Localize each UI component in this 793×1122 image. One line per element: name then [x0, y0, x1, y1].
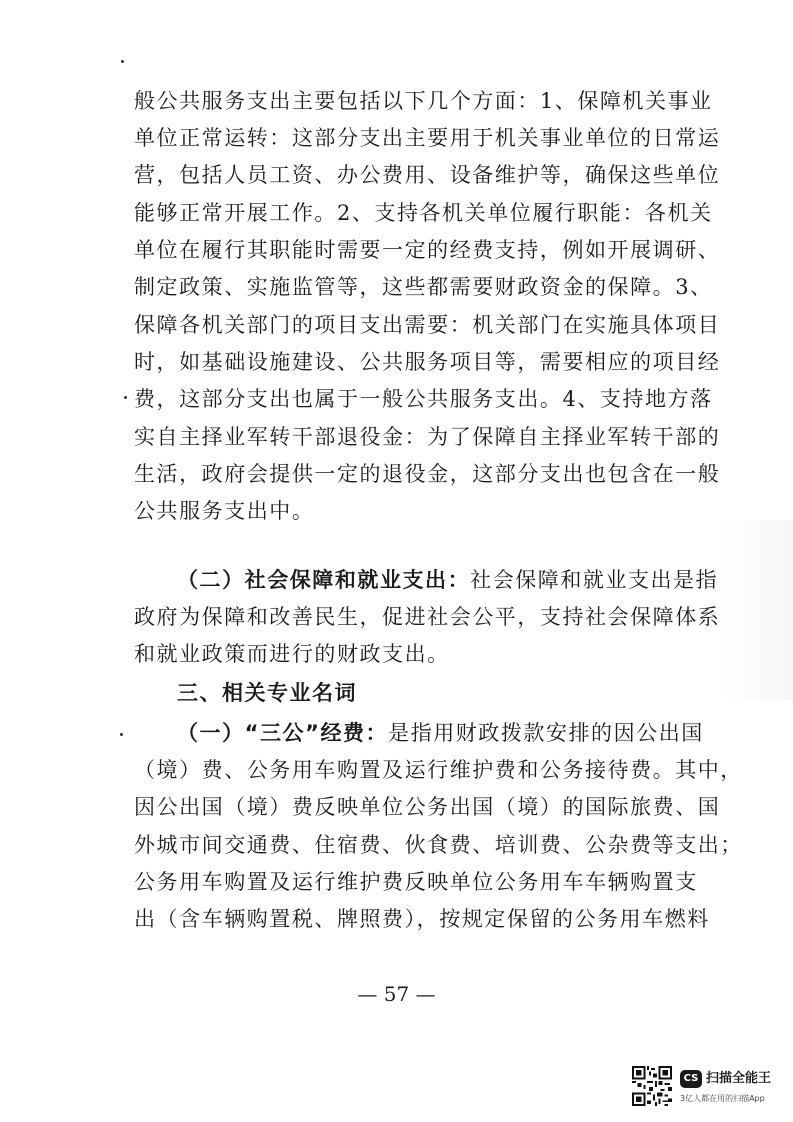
section-3-lead-text: 是指用财政拨款安排的因公出国 [388, 721, 704, 745]
section-2-title: （二）社会保障和就业支出： [177, 568, 471, 592]
body-line: 单位在履行其职能时需要一定的经费支持，例如开展调研、 [134, 238, 721, 262]
page-number: — 57 — [357, 982, 436, 1006]
body-line: 单位正常运转：这部分支出主要用于机关事业单位的日常运 [134, 126, 721, 150]
scanner-watermark [632, 1066, 782, 1110]
body-line: 制定政策、实施监管等，这些都需要财政资金的保障。3、 [134, 275, 713, 299]
body-line: 般公共服务支出主要包括以下几个方面：1、保障机关事业 [134, 89, 713, 113]
body-line: 公共服务支出中。 [134, 499, 315, 523]
body-line: 生活，政府会提供一定的退役金，这部分支出也包含在一般 [134, 462, 721, 486]
body-line: 实自主择业军转干部退役金：为了保障自主择业军转干部的 [134, 425, 721, 449]
section-3-line: 公务用车购置及运行维护费反映单位公务用车车辆购置支 [134, 870, 698, 894]
section-2-line: 和就业政策而进行的财政支出。 [134, 642, 450, 666]
body-line: 营，包括人员工资、办公费用、设备维护等，确保这些单位 [134, 163, 721, 187]
watermark-brand: 扫描全能王 [706, 1071, 772, 1086]
watermark-tagline: 3亿人都在用的扫描App [680, 1094, 765, 1103]
section-2-lead-text: 社会保障和就业支出是指 [470, 568, 719, 592]
section-3-line: 因公出国（境）费反映单位公务出国（境）的国际旅费、国 [134, 795, 721, 819]
qr-code-icon [632, 1066, 672, 1106]
section-3-title: （一）“三公”经费： [177, 721, 389, 745]
camscanner-logo-icon: CS [680, 1070, 702, 1088]
section-2-first-line [177, 563, 719, 597]
section-3-line: 出（含车辆购置税、牌照费），按规定保留的公务用车燃料 [134, 907, 710, 931]
section-2-line: 政府为保障和改善民生，促进社会公平，支持社会保障体系 [134, 605, 721, 629]
scan-speck [120, 733, 123, 736]
section-3-line: 外城市间交通费、住宿费、伙食费、培训费、公杂费等支出； [134, 833, 743, 857]
body-line: 保障各机关部门的项目支出需要：机关部门在实施具体项目 [134, 313, 721, 337]
scan-speck [124, 396, 127, 399]
section-3-line: （境）费、公务用车购置及运行维护费和公务接待费。其中， [134, 758, 743, 782]
section-3-first-line [177, 716, 704, 750]
scan-shadow [723, 520, 793, 700]
body-line: 时，如基础设施建设、公共服务项目等，需要相应的项目经 [134, 350, 721, 374]
body-line: 能够正常开展工作。2、支持各机关单位履行职能：各机关 [134, 201, 713, 225]
scan-speck [121, 60, 124, 63]
body-line: 费，这部分支出也属于一般公共服务支出。4、支持地方落 [134, 387, 713, 411]
section-heading: 三、相关专业名词 [177, 681, 357, 705]
